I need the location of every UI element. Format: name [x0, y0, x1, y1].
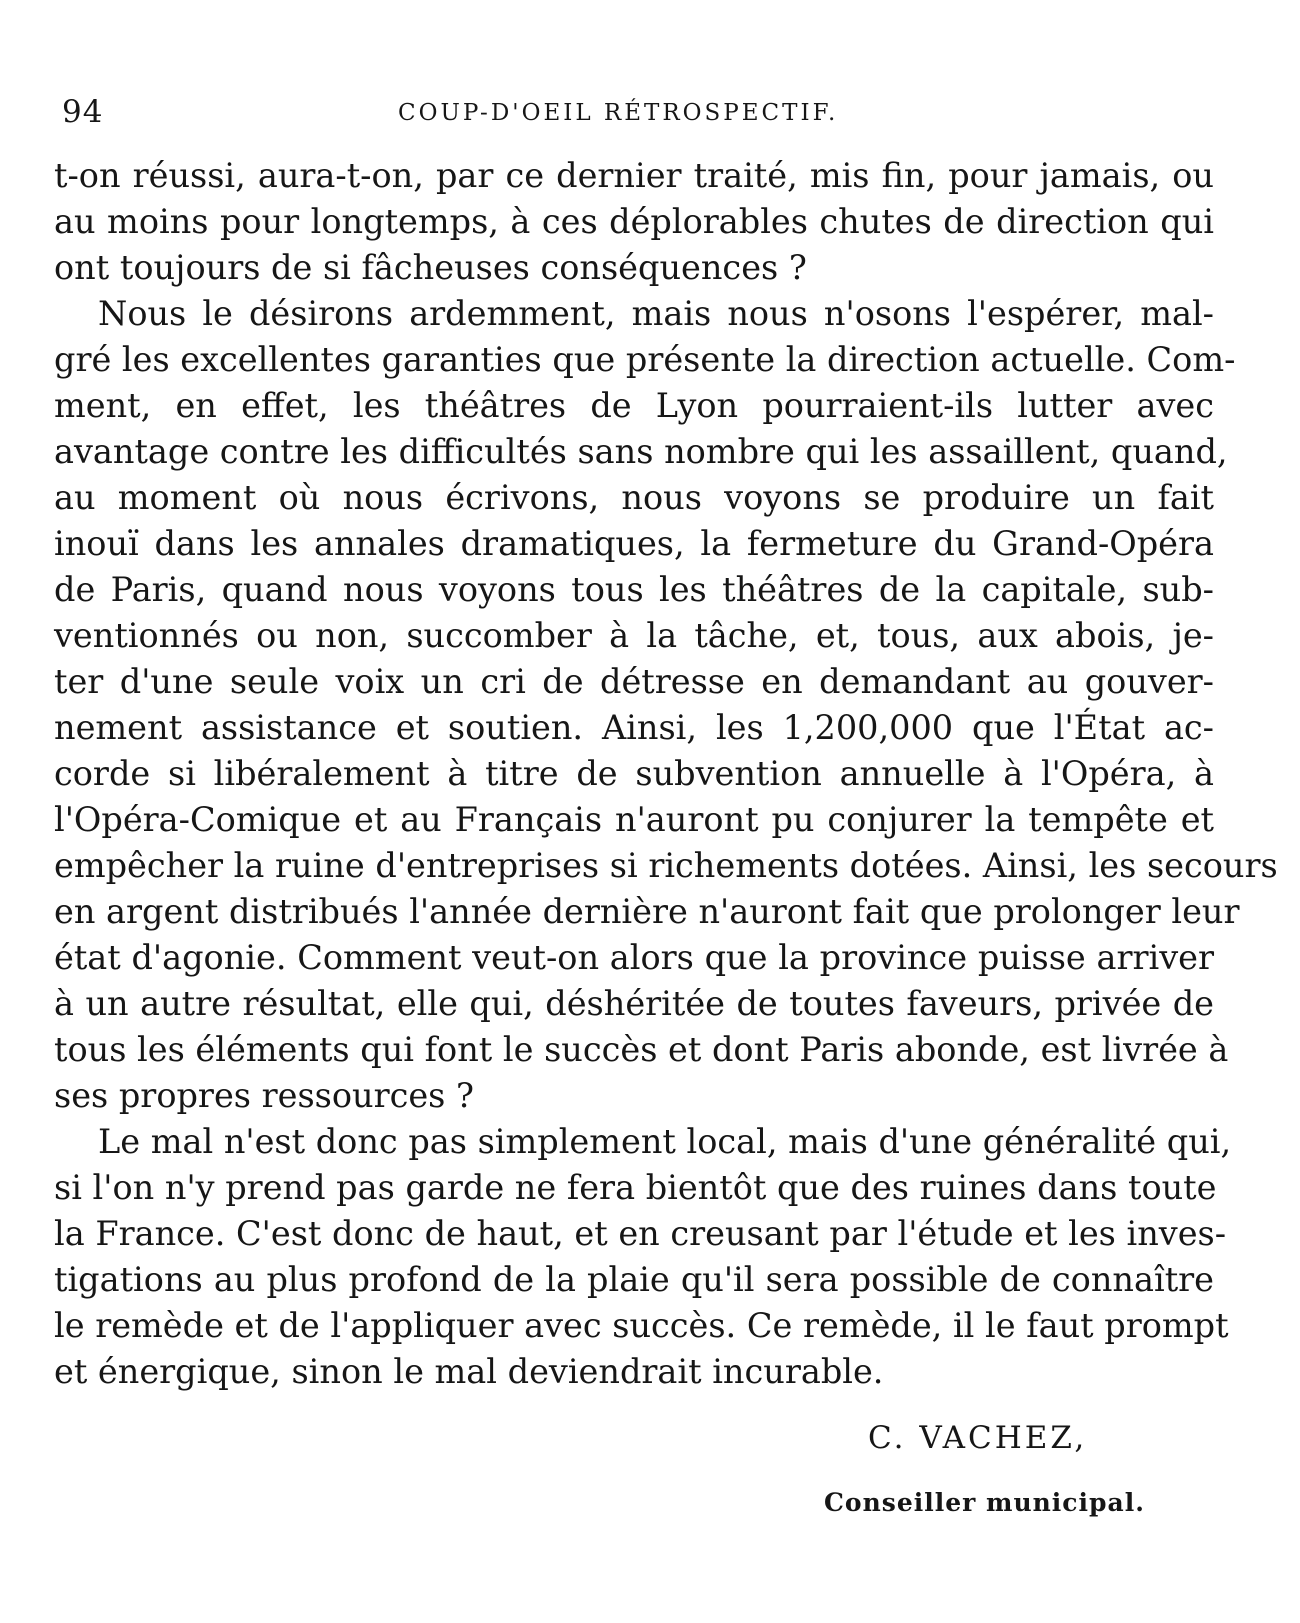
text-line: Le mal n'est donc pas simplement local, mais d'une généralité qui,	[98, 1122, 1232, 1161]
text-line: le remède et de l'appliquer avec succès. Ce remède, il le faut prompt	[54, 1306, 1229, 1345]
running-title: COUP-D'OEIL RÉTROSPECTIF.	[398, 100, 839, 126]
signature-title: Conseiller municipal.	[824, 1488, 1145, 1517]
text-line: ment, en effet, les théâtres de Lyon pourraient-ils lutter avec	[54, 386, 1214, 425]
text-line: t-on réussi, aura-t-on, par ce dernier traité, mis fin, pour jamais, ou	[54, 156, 1214, 195]
text-line: ventionnés ou non, succomber à la tâche, et, tous, aux abois, je-	[54, 616, 1214, 655]
text-line: au moins pour longtemps, à ces déplorables chutes de direction qui	[54, 202, 1214, 241]
text-line: ter d'une seule voix un cri de détresse en demandant au gouver-	[54, 662, 1214, 701]
text-line: gré les excellentes garanties que présente la direction actuelle. Com-	[54, 340, 1236, 379]
text-line: si l'on n'y prend pas garde ne fera bientôt que des ruines dans toute	[54, 1168, 1217, 1207]
text-line: au moment où nous écrivons, nous voyons se produire un fait	[54, 478, 1214, 517]
text-line: tous les éléments qui font le succès et dont Paris abonde, est livrée à	[54, 1030, 1229, 1069]
text-line: tigations au plus profond de la plaie qu'il sera possible de connaître	[54, 1260, 1214, 1299]
text-line: ont toujours de si fâcheuses conséquences ?	[54, 248, 807, 287]
body-text	[54, 153, 1278, 1395]
text-line: état d'agonie. Comment veut-on alors que la province puisse arriver	[54, 938, 1214, 977]
text-line: Nous le désirons ardemment, mais nous n'osons l'espérer, mal-	[98, 294, 1214, 333]
page-number: 94	[62, 94, 104, 130]
text-line: avantage contre les difficultés sans nombre qui les assaillent, quand,	[54, 432, 1228, 471]
text-line: nement assistance et soutien. Ainsi, les 1,200,000 que l'État ac-	[54, 708, 1214, 747]
text-line: ses propres ressources ?	[54, 1076, 474, 1115]
text-line: corde si libéralement à titre de subvention annuelle à l'Opéra, à	[54, 754, 1214, 793]
page-header	[62, 94, 1220, 138]
text-line: en argent distribués l'année dernière n'auront fait que prolonger leur	[54, 892, 1240, 931]
text-line: à un autre résultat, elle qui, déshéritée de toutes faveurs, privée de	[54, 984, 1214, 1023]
text-line: et énergique, sinon le mal deviendrait incurable.	[54, 1352, 884, 1391]
text-line: empêcher la ruine d'entreprises si richements dotées. Ainsi, les secours	[54, 846, 1278, 885]
signature-name: C. VACHEZ,	[868, 1420, 1088, 1456]
text-line: inouï dans les annales dramatiques, la fermeture du Grand-Opéra	[54, 524, 1214, 563]
text-line: de Paris, quand nous voyons tous les théâtres de la capitale, sub-	[54, 570, 1214, 609]
text-line: la France. C'est donc de haut, et en creusant par l'étude et les inves-	[54, 1214, 1227, 1253]
text-line: l'Opéra-Comique et au Français n'auront pu conjurer la tempête et	[54, 800, 1214, 839]
